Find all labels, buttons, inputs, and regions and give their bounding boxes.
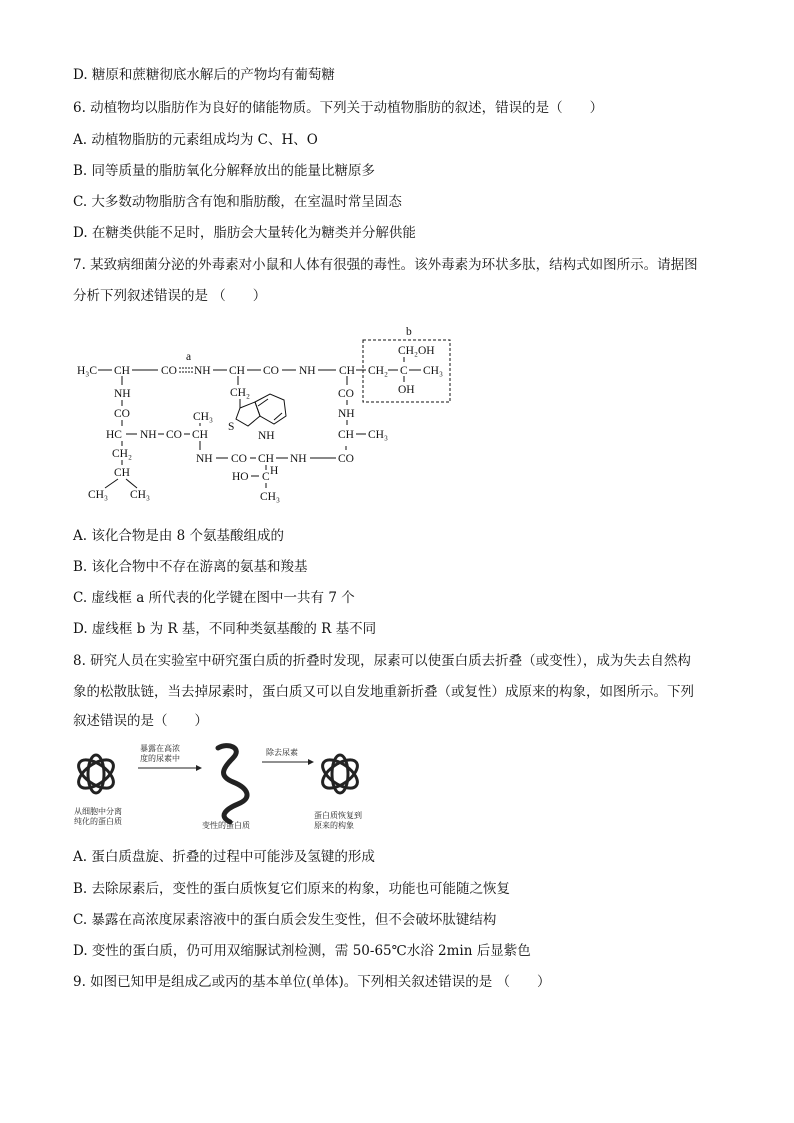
svg-text:OH: OH	[398, 384, 415, 396]
svg-text:CO: CO	[338, 388, 354, 400]
svg-text:CH₂OH: CH₂OH	[398, 345, 435, 357]
svg-text:除去尿素: 除去尿素	[266, 748, 298, 757]
svg-text:NH: NH	[194, 365, 211, 377]
q7-option-a: A. 该化合物是由 8 个氨基酸组成的	[73, 528, 285, 544]
q5-option-d: D. 糖原和蔗糖彻底水解后的产物均有葡萄糖	[73, 67, 335, 83]
question-9: 9. 如图已知甲是组成乙或丙的基本单位(单体)。下列相关叙述错误的是 （ ）	[73, 974, 551, 990]
svg-text:原来的构象: 原来的构象	[314, 821, 354, 830]
svg-text:NH: NH	[290, 453, 307, 465]
svg-text:CO: CO	[263, 365, 279, 377]
svg-text:CO: CO	[231, 453, 247, 465]
q6-option-d: D. 在糖类供能不足时，脂肪会大量转化为糖类并分解供能	[73, 225, 416, 241]
svg-text:HO: HO	[232, 471, 249, 483]
question-8-line-3: 叙述错误的是（ ）	[73, 713, 208, 729]
q7-option-b: B. 该化合物中不存在游离的氨基和羧基	[73, 559, 308, 575]
svg-text:CO: CO	[338, 453, 354, 465]
svg-text:CO: CO	[114, 408, 130, 420]
q8-option-c: C. 暴露在高浓度尿素溶液中的蛋白质会发生变性，但不会破坏肽键结构	[73, 912, 497, 928]
q8-option-a: A. 蛋白质盘旋、折叠的过程中可能涉及氢键的形成	[73, 849, 375, 865]
svg-text:CO: CO	[166, 429, 182, 441]
svg-text:CH: CH	[338, 429, 354, 441]
svg-text:CH: CH	[114, 467, 130, 479]
refolded-protein-icon	[318, 754, 362, 793]
svg-text:CH₃: CH₃	[260, 491, 280, 503]
svg-text:NH: NH	[299, 365, 316, 377]
svg-text:HC: HC	[106, 429, 122, 441]
svg-text:NH: NH	[140, 429, 157, 441]
svg-text:CH₂: CH₂	[230, 387, 250, 399]
svg-text:NH: NH	[338, 408, 355, 420]
label-a: a	[186, 351, 192, 363]
svg-text:蛋白质恢复到: 蛋白质恢复到	[314, 811, 362, 820]
svg-text:C: C	[262, 471, 270, 483]
svg-text:NH: NH	[114, 388, 131, 400]
question-7-line-2: 分析下列叙述错误的是 （ ）	[73, 288, 267, 304]
svg-text:CH₃: CH₃	[423, 365, 443, 377]
svg-text:NH: NH	[258, 430, 275, 442]
svg-text:变性的蛋白质: 变性的蛋白质	[202, 821, 250, 830]
question-7-line-1: 7. 某致病细菌分泌的外毒素对小鼠和人体有很强的毒性。该外毒素为环状多肽，结构式如图所示。请据图	[73, 257, 698, 273]
question-8-line-1: 8. 研究人员在实验室中研究蛋白质的折叠时发现，尿素可以使蛋白质去折叠（或变性），成为失去自然构	[73, 653, 691, 669]
svg-text:H₃C: H₃C	[77, 365, 97, 377]
svg-text:度的尿素中: 度的尿素中	[140, 754, 180, 763]
folded-protein-icon	[74, 754, 118, 793]
question-8-line-2: 象的松散肽链，当去掉尿素时，蛋白质又可以自发地重新折叠（或复性）成原来的构象，如图所示。下列	[73, 684, 694, 700]
svg-text:从细胞中分离: 从细胞中分离	[74, 807, 122, 816]
denatured-protein-icon	[218, 746, 247, 822]
svg-text:CH₃: CH₃	[130, 489, 150, 501]
q8-option-d: D. 变性的蛋白质，仍可用双缩脲试剂检测，需 50-65℃水浴 2min 后显紫色	[73, 943, 531, 959]
q6-option-b: B. 同等质量的脂肪氧化分解释放出的能量比糖原多	[73, 163, 376, 179]
q6-option-c: C. 大多数动物脂肪含有饱和脂肪酸，在室温时常呈固态	[73, 194, 402, 210]
svg-text:CH: CH	[339, 365, 355, 377]
svg-text:NH: NH	[196, 453, 213, 465]
q6-option-a: A. 动植物脂肪的元素组成均为 C、H、O	[73, 132, 318, 148]
svg-text:纯化的蛋白质: 纯化的蛋白质	[74, 817, 122, 826]
svg-text:CH: CH	[258, 453, 274, 465]
svg-text:CH₂: CH₂	[112, 448, 132, 460]
protein-folding-diagram	[68, 738, 398, 838]
label-b: b	[406, 326, 412, 338]
svg-text:CH₃: CH₃	[368, 429, 388, 441]
svg-text:C: C	[400, 365, 408, 377]
q7-option-c: C. 虚线框 a 所代表的化学键在图中一共有 7 个	[73, 590, 355, 606]
svg-text:H: H	[270, 465, 279, 477]
svg-text:S: S	[228, 421, 235, 433]
cyclic-peptide-structure-diagram	[60, 322, 480, 512]
q7-option-d: D. 虚线框 b 为 R 基，不同种类氨基酸的 R 基不同	[73, 621, 377, 637]
svg-text:CH: CH	[229, 365, 245, 377]
question-6: 6. 动植物均以脂肪作为良好的储能物质。下列关于动植物脂肪的叙述，错误的是（ ）	[73, 100, 604, 116]
svg-text:CH: CH	[114, 365, 130, 377]
svg-text:CO: CO	[161, 365, 177, 377]
svg-text:CH₂: CH₂	[368, 365, 388, 377]
svg-text:CH: CH	[192, 429, 208, 441]
svg-text:CH₃: CH₃	[193, 411, 213, 423]
svg-text:暴露在高浓: 暴露在高浓	[140, 744, 180, 753]
svg-text:CH₃: CH₃	[88, 489, 108, 501]
q8-option-b: B. 去除尿素后，变性的蛋白质恢复它们原来的构象，功能也可能随之恢复	[73, 881, 511, 897]
